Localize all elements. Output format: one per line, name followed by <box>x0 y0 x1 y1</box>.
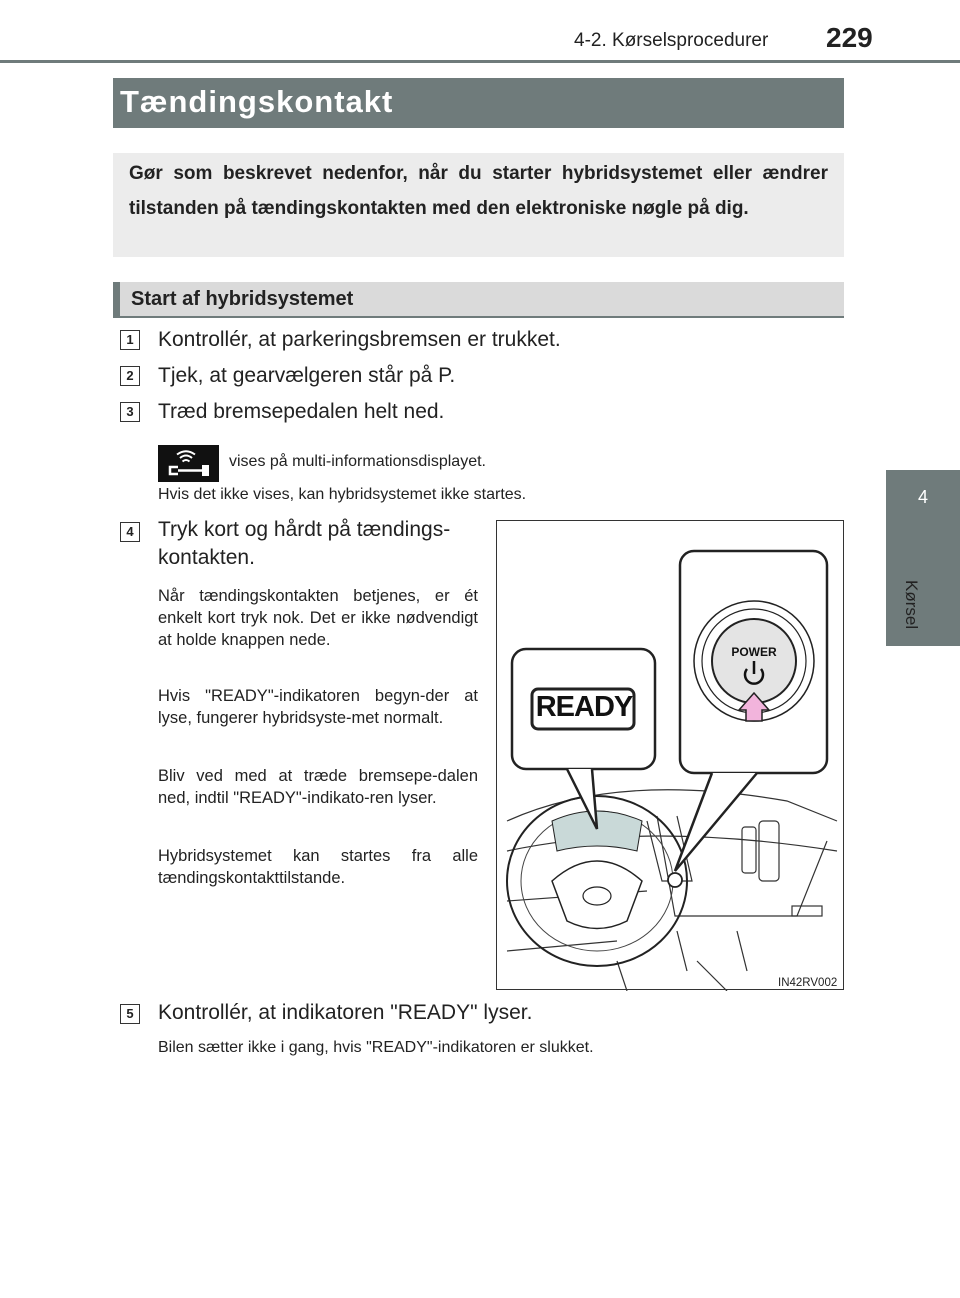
step4-paragraph-4: Hybridsystemet kan startes fra alle tændingskontakttilstande. <box>158 847 478 887</box>
figure-code: IN42RV002 <box>778 977 838 989</box>
not-displayed-note: Hvis det ikke vises, kan hybridsystemet ikke startes. <box>158 486 527 503</box>
step-text-4-line1: Tryk kort og hårdt på tændings- <box>158 518 451 541</box>
brake-pedal-indicator-icon <box>158 445 219 482</box>
step4-paragraph-3: Bliv ved med at træde bremsepe-dalen ned, indtil "READY"-indikato-ren lyser. <box>158 767 478 807</box>
subheading: Start af hybridsystemet <box>131 288 354 310</box>
step-text-3: Træd bremsepedalen helt ned. <box>158 400 445 423</box>
display-note: vises på multi-informationsdisplayet. <box>229 453 486 470</box>
step-text-4-line2: kontakten. <box>158 546 255 569</box>
page-title: Tændingskontakt <box>120 84 394 119</box>
power-button-label: POWER <box>731 645 777 659</box>
section-title: 4-2. Kørselsprocedurer <box>574 30 769 51</box>
intro-text: Gør som beskrevet nedenfor, når du starter hybridsystemet eller ændrer tilstanden på tændingskontakten med den elektroniske nøgle på dig. <box>129 163 828 219</box>
step-number-2: 2 <box>120 366 140 386</box>
dashboard-illustration <box>496 520 844 990</box>
step-number-1: 1 <box>120 330 140 350</box>
step4-paragraph-2: Hvis "READY"-indikatoren begyn-der at lyse, fungerer hybridsyste-met normalt. <box>158 687 478 727</box>
step5-note: Bilen sætter ikke i gang, hvis "READY"-indikatoren er slukket. <box>158 1039 594 1056</box>
dashboard-drawing <box>497 521 845 991</box>
step-text-2: Tjek, at gearvælgeren står på P. <box>158 364 456 387</box>
step-number-4: 4 <box>120 522 140 542</box>
step-number-5: 5 <box>120 1004 140 1024</box>
step-text-1: Kontrollér, at parkeringsbremsen er trukket. <box>158 328 561 351</box>
page-number: 229 <box>826 22 873 53</box>
step4-paragraph-1: Når tændingskontakten betjenes, er ét enkelt kort tryk nok. Det er ikke nødvendigt at holde knappen nede. <box>158 587 478 649</box>
subheading-accent <box>113 282 120 316</box>
step-number-3: 3 <box>120 402 140 422</box>
header-rule <box>0 60 960 63</box>
ready-indicator-label: READY <box>535 691 633 723</box>
chapter-tab-number: 4 <box>917 487 928 507</box>
chapter-tab-label: Kørsel <box>902 580 921 630</box>
step-text-5: Kontrollér, at indikatoren "READY" lyser. <box>158 1001 533 1024</box>
subheading-rule <box>113 316 844 318</box>
